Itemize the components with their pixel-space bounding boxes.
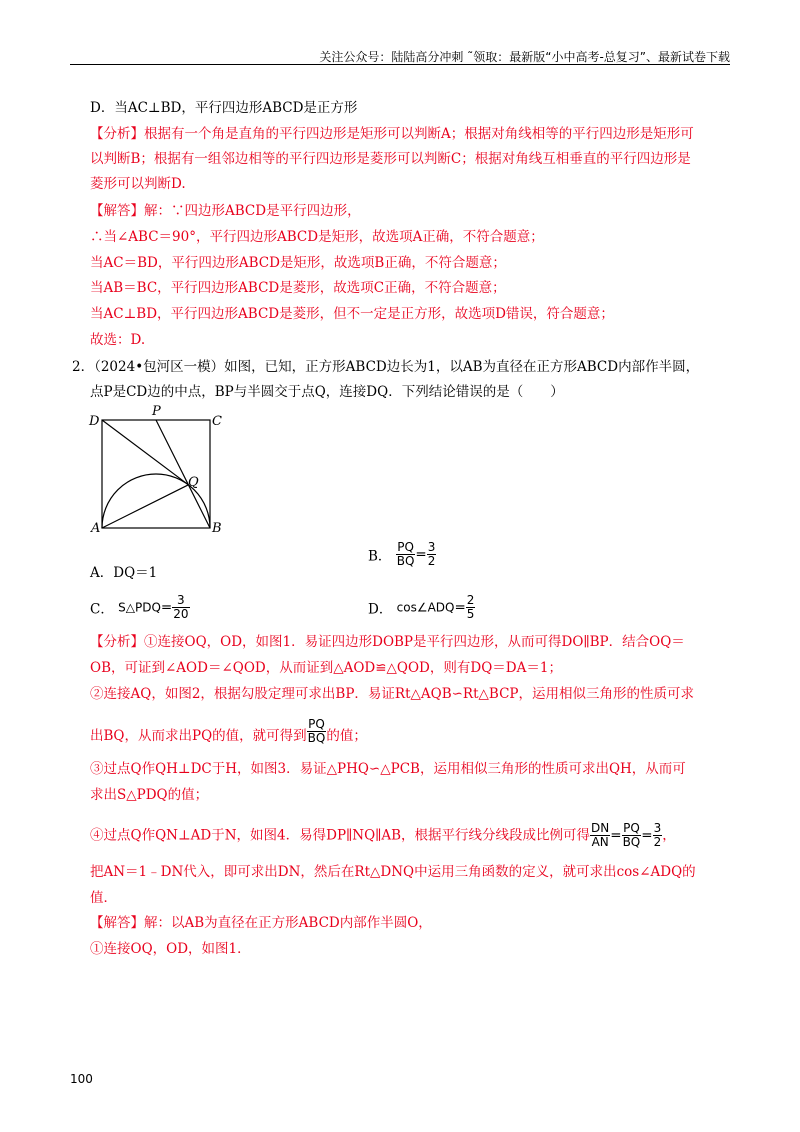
analysis-7-n2: PQ	[623, 821, 640, 835]
analysis-7-n3: 3	[653, 821, 662, 835]
analysis-7-n1: DN	[591, 821, 610, 835]
q2-option-c	[90, 594, 190, 621]
q2-stem-line-1: 2．（2024•包河区一模）如图，已知，正方形ABCD边长为1，以AB为直径在正方形ABCD内部作半圆，	[72, 359, 700, 375]
q1-solution-line-3: 当AC＝BD，平行四边形ABCD是矩形，故选项B正确，不符合题意；	[90, 255, 506, 271]
analysis-7-frac-3	[653, 822, 663, 849]
q2-stem-line-2: 点P是CD边的中点，BP与半圆交于点Q，连接DQ．下列结论错误的是（ ）	[90, 384, 564, 400]
geometry-figure	[86, 404, 236, 534]
q1-solution-line-4: 当AB＝BC，平行四边形ABCD是菱形，故选项C正确，不符合题意；	[90, 280, 506, 296]
q1-analysis-line-1: 【分析】根据有一个角是直角的平行四边形是矩形可以判断A；根据对角线相等的平行四边形是矩形可	[90, 126, 694, 142]
option-c-equals: =	[160, 599, 173, 616]
analysis-4-den: BQ	[307, 731, 326, 745]
option-d-value-den: 5	[466, 607, 475, 621]
analysis-7-frac-1	[590, 822, 610, 849]
option-b-fraction	[396, 541, 416, 568]
header-rule	[70, 64, 730, 65]
q2-analysis-line-4	[90, 718, 367, 745]
q2-analysis-line-9: 值．	[90, 890, 117, 906]
label-c: C	[212, 414, 222, 429]
q2-analysis-line-3: ②连接AQ，如图2，根据勾股定理可求出BP．易证Rt△AQB∽Rt△BCP，运用相似三角形的性质可求	[90, 686, 694, 702]
option-c-value-den: 20	[173, 607, 189, 621]
q1-solution-line-6: 故选：D.	[90, 332, 146, 348]
option-b-value-den: 2	[427, 554, 436, 568]
q2-analysis-line-1: 【分析】①连接OQ，OD，如图1．易证四边形DOBP是平行四边形，从而可得DO∥BP．结合OQ＝	[90, 634, 685, 650]
q2-option-a: A．DQ＝1	[90, 565, 158, 581]
option-d-prefix: D．	[368, 601, 393, 618]
label-p: P	[152, 404, 161, 419]
analysis-4-fraction	[307, 718, 327, 745]
analysis-4-text: 出BQ，从而求出PQ的值，就可得到	[90, 728, 307, 744]
page-header: 关注公众号：陆陆高分冲刺 ˜领取：最新版“小中高考-总复习”、最新试卷下载	[319, 50, 730, 64]
label-d: D	[89, 414, 100, 429]
option-c-prefix: C．	[90, 601, 114, 618]
q2-solution-line-2: ①连接OQ，OD，如图1．	[90, 941, 251, 957]
q1-option-d: D．当AC⊥BD，平行四边形ABCD是正方形	[90, 100, 358, 116]
option-b-value	[427, 541, 437, 568]
q1-analysis-line-2: 以判断B；根据有一组邻边相等的平行四边形是菱形可以判断C；根据对角线互相垂直的平行四边形是	[90, 151, 691, 167]
analysis-4-num: PQ	[308, 717, 325, 731]
option-b-equals: =	[415, 546, 427, 563]
analysis-7-d3: 2	[653, 835, 662, 849]
analysis-7-tail: ，	[662, 827, 676, 844]
option-b-value-num: 3	[427, 540, 436, 554]
option-b-prefix: B．	[368, 548, 392, 565]
q2-option-b	[368, 541, 436, 568]
page-number: 100	[70, 1072, 93, 1086]
option-c-value-num: 3	[172, 594, 189, 608]
analysis-7-d2: BQ	[622, 835, 641, 849]
option-c-area: S△PDQ	[118, 600, 161, 615]
q2-analysis-line-5: ③过点Q作QH⊥DC于H，如图3．易证△PHQ∽△PCB，运用相似三角形的性质可求出QH，从而可	[90, 761, 686, 777]
option-d-value	[466, 594, 476, 621]
analysis-7-d1: AN	[591, 835, 609, 849]
label-b: B	[212, 521, 222, 534]
label-q: Q	[188, 475, 199, 490]
q1-solution-line-1: 【解答】解：∵四边形ABCD是平行四边形，	[90, 203, 361, 219]
q2-analysis-line-7	[90, 822, 676, 849]
option-d-equals: =	[454, 599, 466, 616]
label-a: A	[91, 521, 101, 534]
segment-aq	[102, 485, 188, 528]
option-d-cos: cos∠ADQ	[396, 600, 455, 615]
option-c-value	[172, 594, 189, 621]
q2-solution-line-1: 【解答】解：以AB为直径在正方形ABCD内部作半圆O，	[90, 915, 432, 931]
q1-analysis-line-3: 菱形可以判断D.	[90, 176, 186, 192]
option-b-denominator: BQ	[396, 554, 415, 568]
q2-analysis-line-6: 求出S△PDQ的值；	[90, 787, 209, 803]
q2-analysis-line-2: OB，可证到∠AOD＝∠QOD，从而证到△AOD≌△QOD，则有DQ＝DA＝1；	[90, 660, 562, 676]
analysis-4-tail: 的值；	[326, 728, 367, 744]
analysis-7-frac-2	[622, 822, 642, 849]
q2-option-d	[368, 594, 475, 621]
q1-solution-line-2: ∴当∠ABC＝90°，平行四边形ABCD是矩形，故选项A正确，不符合题意；	[90, 229, 544, 245]
option-b-numerator: PQ	[397, 540, 414, 554]
analysis-7-eq1: =	[610, 827, 622, 844]
option-d-value-num: 2	[466, 593, 475, 607]
analysis-7-text: ④过点Q作QN⊥AD于N，如图4．易得DP∥NQ∥AB，根据平行线分线段成比例可得	[90, 827, 591, 844]
q1-solution-line-5: 当AC⊥BD，平行四边形ABCD是菱形，但不一定是正方形，故选项D错误，符合题意；	[90, 306, 614, 322]
q2-analysis-line-8: 把AN＝1﹣DN代入，即可求出DN，然后在Rt△DNQ中运用三角函数的定义，就可求出cos∠ADQ的	[90, 864, 696, 880]
analysis-7-eq2: =	[641, 827, 653, 844]
